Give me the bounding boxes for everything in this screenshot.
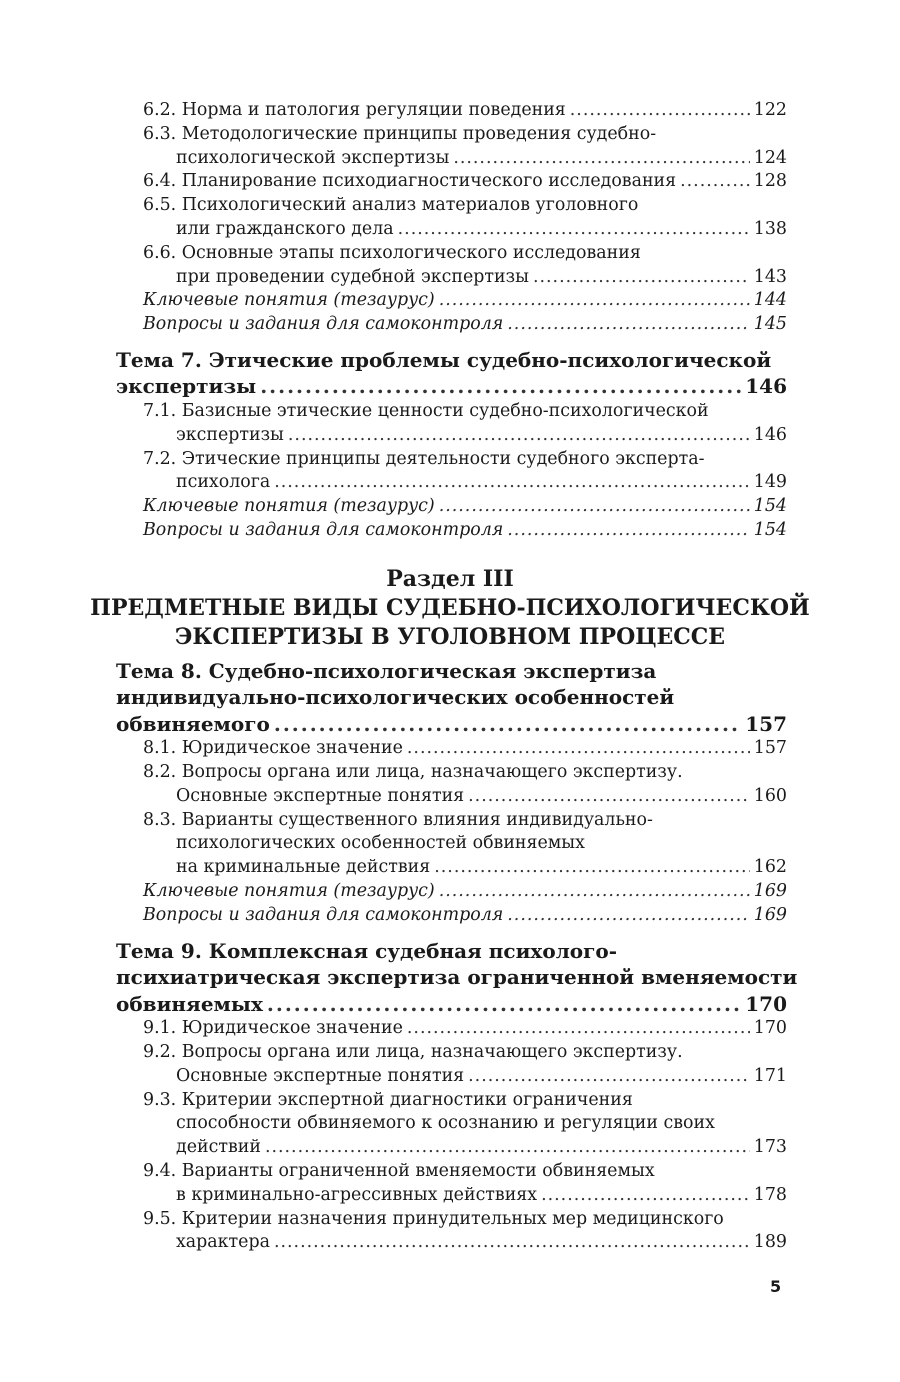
toc-entry-last-line: [116, 99, 787, 123]
toc-entry-label: 9.2. Вопросы органа или лица, назначающего экспертизу.: [143, 1041, 683, 1062]
toc-page-number: 170: [745, 991, 787, 1016]
dot-leader: [570, 99, 750, 123]
topic-title-line: Тема 9. Комплексная судебная психолого-: [116, 938, 618, 963]
topic-title-line: обвиняемого: [116, 711, 270, 736]
toc-page-number: 124: [753, 147, 787, 168]
dot-leader: [407, 1017, 750, 1041]
toc-entry[interactable]: [116, 99, 787, 123]
toc-entry-label: 9.1. Юридическое значение: [143, 1018, 403, 1039]
toc-entry-last-line: [116, 1231, 787, 1255]
toc-entry-label: 9.3. Критерии экспертной диагностики ограничения: [143, 1089, 633, 1110]
dot-leader: [680, 170, 750, 194]
section-label: Раздел III: [386, 565, 514, 592]
toc-entry-last-line: [116, 218, 787, 242]
dot-leader: [439, 495, 750, 519]
toc-entry-label: действий: [176, 1137, 261, 1158]
dot-leader: [507, 904, 750, 928]
toc-page-number: 171: [753, 1065, 787, 1086]
toc-entry[interactable]: [116, 1017, 787, 1041]
toc-page-number: 128: [753, 171, 787, 192]
toc-page-number: 178: [753, 1184, 787, 1205]
dot-leader: [541, 1184, 750, 1208]
dot-leader: [288, 424, 750, 448]
topic-7-entries: [116, 400, 787, 495]
dot-leader: [453, 147, 749, 171]
dot-leader: [468, 785, 750, 809]
toc-entry-label: 6.6. Основные этапы психологического исследования: [143, 242, 641, 263]
toc-page-number: 169: [753, 904, 787, 925]
toc-page-number: 144: [753, 290, 787, 311]
toc-page-number: 145: [753, 314, 787, 335]
topic-7-heading[interactable]: [116, 347, 787, 400]
dot-leader: [533, 266, 750, 290]
topic-7-extras: [116, 495, 787, 543]
toc-entry-last-line: [116, 266, 787, 290]
topic-title-line: Тема 7. Этические проблемы судебно-психологической: [116, 347, 772, 372]
toc-page-number: 169: [753, 881, 787, 902]
toc-entry-label: Основные экспертные понятия: [176, 1065, 465, 1086]
toc-entry-label: Ключевые понятия (тезаурус): [143, 290, 435, 311]
toc-entry-label: 6.4. Планирование психодиагностического исследования: [143, 171, 677, 192]
toc-page-number: 146: [745, 374, 787, 399]
toc-entry-label: Вопросы и задания для самоконтроля: [143, 904, 504, 925]
toc-entry[interactable]: [116, 809, 787, 880]
dot-leader: [274, 471, 750, 495]
toc-entry-label: психологической экспертизы: [176, 147, 450, 168]
toc-page-number: 138: [753, 218, 787, 239]
dot-leader: [398, 218, 750, 242]
topic-6-entries: [116, 99, 787, 289]
topic-8-extras: [116, 880, 787, 928]
toc-entry-label: психологических особенностей обвиняемых: [176, 833, 585, 854]
toc-entry-label: Ключевые понятия (тезаурус): [143, 496, 435, 517]
section-3-heading[interactable]: [50, 565, 850, 652]
toc-entry-label: способности обвиняемого к осознанию и регуляции своих: [176, 1113, 715, 1134]
toc-page-number: 162: [753, 857, 787, 878]
dot-leader: [507, 313, 750, 337]
toc-entry-keywords[interactable]: [116, 880, 787, 904]
toc-entry-label: 9.4. Варианты ограниченной вменяемости обвиняемых: [143, 1160, 655, 1181]
topic-9-entries: [116, 1017, 787, 1255]
topic-title-line: психиатрическая экспертиза ограниченной вменяемости: [116, 965, 798, 990]
page-number: 5: [770, 1277, 782, 1296]
toc-entry[interactable]: [116, 400, 787, 448]
dot-leader: [260, 373, 741, 400]
toc-page-number: 143: [753, 266, 787, 287]
toc-entry-label: 7.1. Базисные этические ценности судебно-психологической: [143, 400, 709, 421]
dot-leader: [274, 1231, 750, 1255]
toc-entry-label: 8.2. Вопросы органа или лица, назначающего экспертизу.: [143, 762, 683, 783]
toc-entry-label: Основные экспертные понятия: [176, 785, 465, 806]
toc-page-number: 160: [753, 785, 787, 806]
topic-8-entries: [116, 737, 787, 880]
toc-entry-label: при проведении судебной экспертизы: [176, 266, 529, 287]
dot-leader: [407, 737, 750, 761]
toc-entry-label: характера: [176, 1232, 270, 1253]
toc-entry-label: экспертизы: [176, 424, 284, 445]
toc-entry[interactable]: [116, 194, 787, 242]
topic-8-heading[interactable]: [116, 658, 787, 738]
toc-page-number: 189: [753, 1232, 787, 1253]
dot-leader: [439, 289, 750, 313]
toc-entry-last-line: [116, 147, 787, 171]
toc-entry-label: 9.5. Критерии назначения принудительных мер медицинского: [143, 1208, 724, 1229]
toc-page-number: 149: [753, 472, 787, 493]
toc-entry-label: на криминальные действия: [176, 857, 431, 878]
toc-entry-label: 8.1. Юридическое значение: [143, 738, 403, 759]
toc-entry[interactable]: [116, 737, 787, 761]
topic-title-line: индивидуально-психологических особенностей: [116, 685, 675, 710]
toc-entry-label: психолога: [176, 472, 271, 493]
dot-leader: [265, 1136, 750, 1160]
toc-entry-keywords[interactable]: [116, 495, 787, 519]
toc-entry-label: Вопросы и задания для самоконтроля: [143, 314, 504, 335]
toc-entry[interactable]: [116, 242, 787, 290]
toc-entry-last-line: [116, 1017, 787, 1041]
toc-entry-last-line: [116, 785, 787, 809]
topic-9-heading[interactable]: [116, 938, 798, 1018]
topic-title-line: Тема 8. Судебно-психологическая экспертиза: [116, 658, 657, 683]
toc-entry-label: 6.2. Норма и патология регуляции поведения: [143, 100, 566, 120]
toc-entry-label: Вопросы и задания для самоконтроля: [143, 519, 504, 540]
toc-entry-label: 8.3. Варианты существенного влияния индивидуально-: [143, 809, 653, 830]
toc-entry-last-line: [116, 856, 787, 880]
dot-leader: [507, 519, 750, 543]
toc-entry[interactable]: [116, 1160, 787, 1208]
toc-entry-questions[interactable]: [116, 904, 787, 928]
toc-entry[interactable]: [116, 1041, 787, 1089]
topic-title-line: экспертизы: [116, 374, 257, 399]
toc-entry[interactable]: [116, 123, 787, 171]
topic-title-last-line: [116, 373, 787, 400]
toc-entry[interactable]: [116, 1208, 787, 1256]
toc-entry-label: Ключевые понятия (тезаурус): [143, 881, 435, 902]
toc-entry[interactable]: [116, 1089, 787, 1160]
toc-entry-last-line: [116, 737, 787, 761]
dot-leader: [434, 856, 750, 880]
toc-entry-label: в криминально-агрессивных действиях: [176, 1184, 538, 1205]
table-of-contents: [90, 99, 810, 1255]
topic-6-extras: [116, 289, 787, 337]
toc-entry-keywords[interactable]: [116, 289, 787, 313]
topic-title-line: обвиняемых: [116, 991, 263, 1016]
toc-entry-label: 7.2. Этические принципы деятельности судебного эксперта-: [143, 448, 705, 469]
toc-entry[interactable]: [116, 170, 787, 194]
toc-entry-last-line: [116, 1136, 787, 1160]
section-title-line: ПРЕДМЕТНЫЕ ВИДЫ СУДЕБНО-ПСИХОЛОГИЧЕСКОЙ: [90, 594, 810, 621]
toc-entry-questions[interactable]: [116, 519, 787, 543]
toc-entry-last-line: [116, 1065, 787, 1089]
toc-entry[interactable]: [116, 448, 787, 496]
toc-entry-label: или гражданского дела: [176, 218, 394, 239]
toc-entry-last-line: [116, 471, 787, 495]
toc-entry-label: 6.3. Методологические принципы проведения судебно-: [143, 123, 657, 144]
dot-leader: [267, 991, 741, 1018]
toc-page-number: 122: [753, 100, 787, 120]
toc-entry-last-line: [116, 170, 787, 194]
toc-page-number: 173: [753, 1137, 787, 1158]
topic-title-last-line: [116, 991, 787, 1018]
dot-leader: [468, 1065, 750, 1089]
section-title-line: ЭКСПЕРТИЗЫ В УГОЛОВНОМ ПРОЦЕССЕ: [174, 623, 726, 650]
topic-title-last-line: [116, 711, 787, 738]
dot-leader: [274, 711, 741, 738]
toc-page-number: 170: [753, 1018, 787, 1039]
toc-page-number: 154: [753, 519, 787, 540]
toc-entry-questions[interactable]: [116, 313, 787, 337]
toc-entry-last-line: [116, 1184, 787, 1208]
toc-page-number: 157: [753, 738, 787, 759]
dot-leader: [439, 880, 750, 904]
toc-entry-last-line: [116, 424, 787, 448]
toc-page-number: 146: [753, 424, 787, 445]
toc-entry[interactable]: [116, 761, 787, 809]
toc-page-number: 157: [745, 711, 787, 736]
toc-page-number: 154: [753, 496, 787, 517]
toc-entry-label: 6.5. Психологический анализ материалов уголовного: [143, 195, 639, 216]
